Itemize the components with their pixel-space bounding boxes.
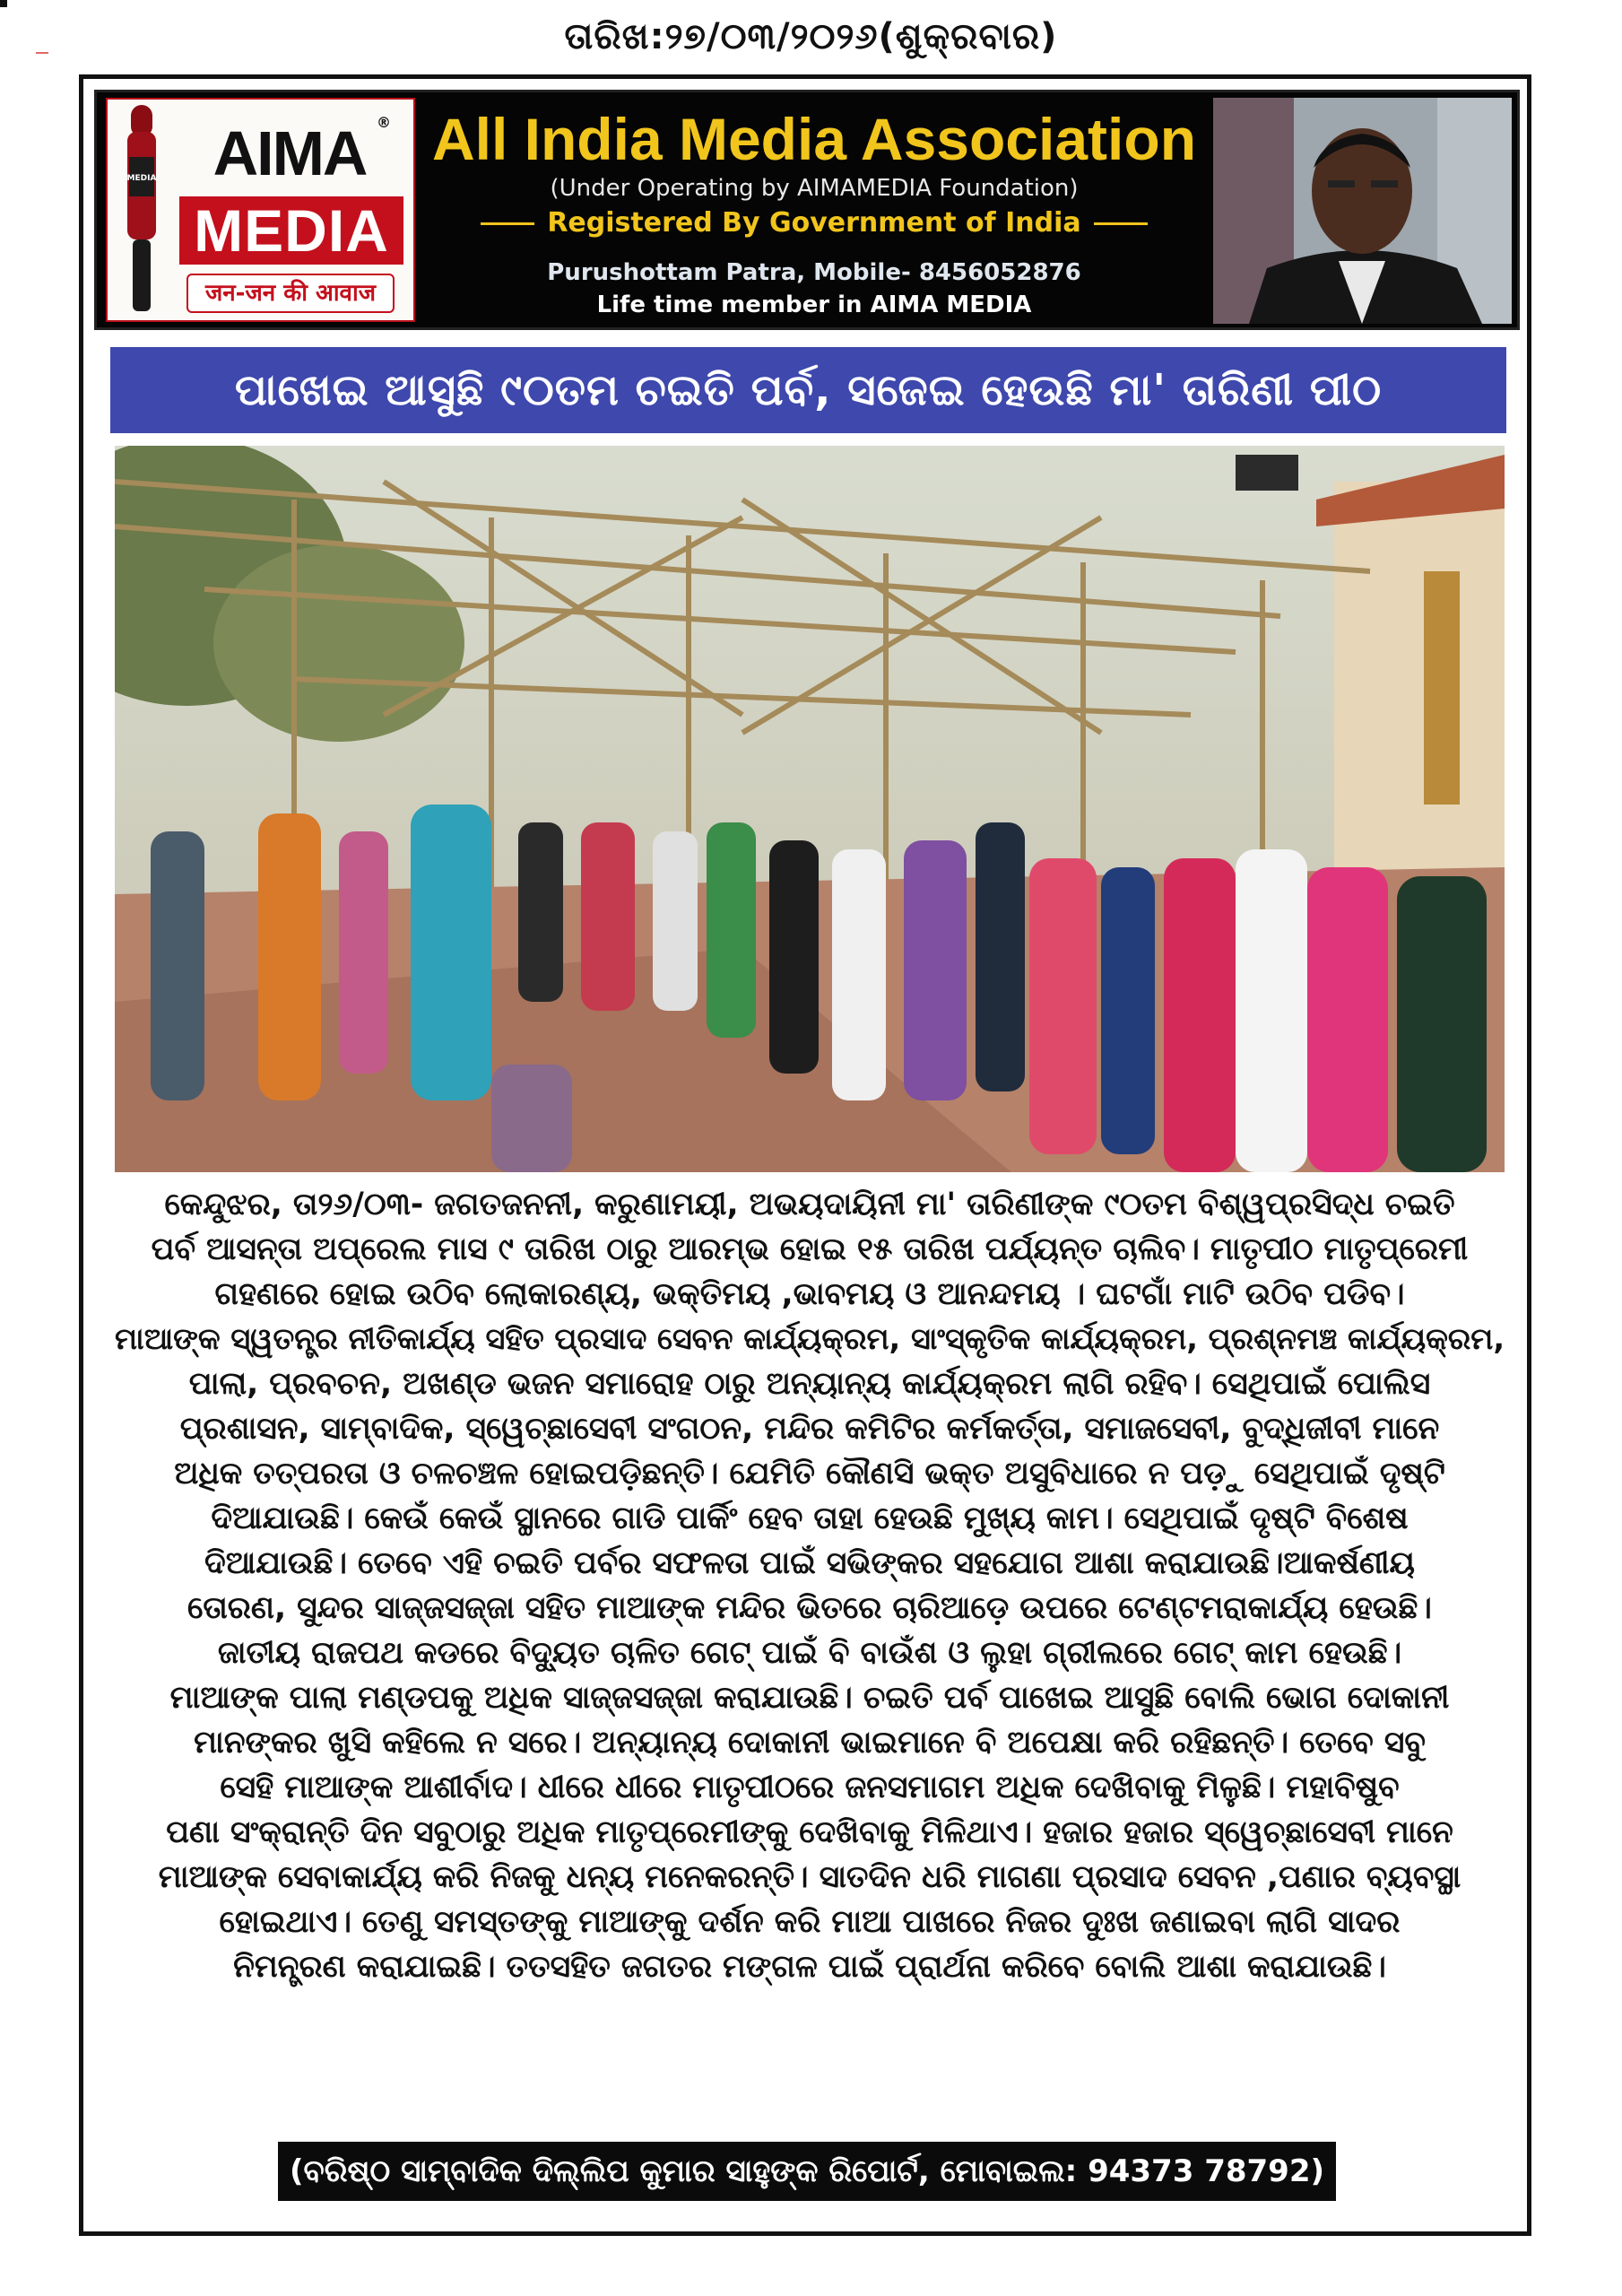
article-line: ହୋଇଥାଏ। ତେଣୁ ସମସ୍ତଙ୍କୁ ମାଆଙ୍କୁ ଦର୍ଶନ କରି ମାଆ ପାଖରେ ନିଜର ଦୁଃଖ ଜଣାଇବା ଲାଗି ସାଦର	[219, 1904, 1401, 1940]
news-photo	[115, 446, 1505, 1172]
article-line: ସେହି ମାଆଙ୍କ ଆଶୀର୍ବାଦ। ଧୀରେ ଧୀରେ ମାତୃପୀଠରେ ଜନସମାଗମ ଅଧିକ ଦେଖିବାକୁ ମିଳୁଛି। ମହାବିଷୁବ	[220, 1770, 1400, 1805]
member-contact: Purushottam Patra, Mobile- 8456052876	[547, 259, 1081, 286]
article-line: ମାଆଙ୍କ ସ୍ୱତନ୍ତ୍ର ନୀତିକାର୍ଯ୍ୟ ସହିତ ପ୍ରସାଦ ସେବନ କାର୍ଯ୍ୟକ୍ରମ, ସାଂସ୍କୃତିକ କାର୍ଯ୍ୟକ୍ରମ, ପ୍ରଶ୍ନମଞ୍ଚ କାର୍ଯ୍ୟକ୍ରମ,	[115, 1321, 1505, 1356]
mic-label: MEDIA	[126, 174, 157, 183]
logo-aima-text: AIMA	[213, 118, 367, 188]
member-portrait	[1213, 98, 1512, 324]
article-line: ଜାତୀୟ ରାଜପଥ କଡରେ ବିଦ୍ୟୁତ ଚାଳିତ ଗେଟ୍ ପାଇଁ ବି ବାଉଁଶ ଓ ଲୁହା ଗ୍ରୀଲରେ ଗେଟ୍ କାମ ହେଉଛି।	[217, 1635, 1402, 1671]
article-line: ଗହଣରେ ହୋଇ ଉଠିବ ଲୋକାରଣ୍ୟ, ଭକ୍ତିମୟ ,ଭାବମୟ ଓ ଆନନ୍ଦମୟ । ଘଟଗାଁ ମାଟି ଉଠିବ ପଡିବ।	[214, 1276, 1405, 1312]
header-banner	[94, 90, 1520, 330]
news-headline: ପାଖେଇ ଆସୁଛି ୯୦ତମ ଚଇତି ପର୍ବ, ସଜେଇ ହେଉଛି ମା' ତାରିଣୀ ପୀଠ	[110, 347, 1506, 433]
article-line: ଦିଆଯାଉଛି। କେଉଁ କେଉଁ ସ୍ଥାନରେ ଗାଡି ପାର୍କିଂ ହେବ ତାହା ହେଉଛି ମୁଖ୍ୟ କାମ। ସେଥିପାଇଁ ଦୃଷ୍ଟି ବିଶେଷ	[211, 1500, 1409, 1536]
registration-line: Registered By Government of India	[420, 207, 1209, 239]
article-line: ଅଧିକ ତତ୍ପରତା ଓ ଚଳଚଞ୍ଚଳ ହୋଇପଡ଼ିଛନ୍ତି। ଯେମିତି କୌଣସି ଭକ୍ତ ଅସୁବିଧାରେ ନ ପଡ଼ୁ ସେଥିପାଇଁ ଦୃଷ୍ଟି	[174, 1456, 1445, 1492]
article-line: ମାଆଙ୍କ ସେବାକାର୍ଯ୍ୟ କରି ନିଜକୁ ଧନ୍ୟ ମନେକରନ୍ତି। ସାତଦିନ ଧରି ମାଗଣା ପ୍ରସାଦ ସେବନ ,ପଣାର ବ୍ୟବସ୍ଥା	[158, 1859, 1462, 1895]
article-body	[115, 1182, 1505, 1989]
registered-mark: ®	[377, 114, 391, 131]
article-line: କେନ୍ଦୁଝର, ତା୨୬/୦୩- ଜଗତଜନନୀ, କରୁଣାମୟୀ, ଅଭୟଦାୟିନୀ ମା' ତାରିଣୀଙ୍କ ୯୦ତମ ବିଶ୍ୱପ୍ରସିଦ୍ଧ ଚଇତି	[164, 1187, 1455, 1222]
association-title: All India Media Association	[431, 106, 1197, 172]
aima-media-logo	[106, 98, 415, 322]
association-subtitle: (Under Operating by AIMAMEDIA Foundation)	[550, 175, 1079, 202]
logo-tagline: जन-जन की आवाज	[186, 274, 395, 313]
article-line: ପ୍ରଶାସନ, ସାମ୍ବାଦିକ, ସ୍ୱେଚ୍ଛାସେବୀ ସଂଗଠନ, ମନ୍ଦିର କମିଟିର କର୍ମକର୍ତ୍ତା, ସମାଜସେବୀ, ବୁଦ୍ଧିଜୀବୀ ମାନେ	[179, 1411, 1440, 1447]
article-line: ପାଲା, ପ୍ରବଚନ, ଅଖଣ୍ଡ ଭଜନ ସମାରୋହ ଠାରୁ ଅନ୍ୟାନ୍ୟ କାର୍ଯ୍ୟକ୍ରମ ଲାଗି ରହିବ। ସେଥିପାଇଁ ପୋଲିସ	[188, 1366, 1431, 1402]
temple-crowd-image	[115, 446, 1505, 1172]
article-line: ତୋରଣ, ସୁନ୍ଦର ସାଜ୍ଜସଜ୍ଜା ସହିତ ମାଆଙ୍କ ମନ୍ଦିର ଭିତରେ ଚାରିଆଡ଼େ ଉପରେ ଟେଣ୍ଟମରାକାର୍ଯ୍ୟ ହେଉଛି।	[187, 1590, 1432, 1626]
logo-media-text: MEDIA	[179, 196, 403, 265]
portrait-image	[1213, 98, 1512, 324]
member-status: Life time member in AIMA MEDIA	[596, 291, 1032, 318]
reporter-credit: (ବରିଷ୍ଠ ସାମ୍ବାଦିକ ଦିଲ୍ଲିପ କୁମାର ସାହୁଙ୍କ ରିପୋର୍ଟ, ମୋବାଇଲ: 94373 78792)	[278, 2142, 1336, 2201]
article-line: ମାନଙ୍କର ଖୁସି କହିଲେ ନ ସରେ। ଅନ୍ୟାନ୍ୟ ଦୋକାନୀ ଭାଇମାନେ ବି ଅପେକ୍ଷା କରି ରହିଛନ୍ତି। ତେବେ ସବୁ	[194, 1725, 1426, 1761]
article-line: ନିମନ୍ତ୍ରଣ କରାଯାଇଛି। ତତସହିତ ଜଗତର ମଙ୍ଗଳ ପାଇଁ ପ୍ରାର୍ଥନା କରିବେ ବୋଲି ଆଶା କରାଯାଉଛି।	[233, 1949, 1386, 1985]
article-line: ପର୍ବ ଆସନ୍ତା ଅପ୍ରେଲ ମାସ ୯ ତାରିଖ ଠାରୁ ଆରମ୍ଭ ହୋଇ ୧୫ ତାରିଖ ପର୍ଯ୍ୟନ୍ତ ଚାଲିବ। ମାତୃପୀଠ ମାତୃପ୍ରେମୀ	[151, 1231, 1469, 1267]
corner-mark	[0, 0, 7, 7]
article-line: ଦିଆଯାଉଛି। ତେବେ ଏହି ଚଇତି ପର୍ବର ସଫଳତା ପାଇଁ ସଭିଙ୍କର ସହଯୋଗ ଆଶା କରାଯାଉଛି।ଆକର୍ଷଣୀୟ	[204, 1545, 1415, 1581]
date-line: ତାରିଖ:୨୭/୦୩/୨୦୨୬(ଶୁକ୍ରବାର)	[564, 16, 1058, 57]
article-line: ମାଆଙ୍କ ପାଲା ମଣ୍ଡପକୁ ଅଧିକ ସାଜ୍ଜସଜ୍ଜା କରାଯାଉଛି। ଚଇତି ପର୍ବ ପାଖେଇ ଆସୁଛି ବୋଲି ଭୋଗ ଦୋକାନୀ	[169, 1680, 1450, 1716]
microphone-icon	[115, 105, 169, 317]
article-line: ପଣା ସଂକ୍ରାନ୍ତି ଦିନ ସବୁଠାରୁ ଅଧିକ ମାତୃପ୍ରେମୀଙ୍କୁ ଦେଖିବାକୁ ମିଳିଥାଏ। ହଜାର ହଜାର ସ୍ୱେଚ୍ଛାସେବୀ ମାନେ	[166, 1814, 1453, 1850]
